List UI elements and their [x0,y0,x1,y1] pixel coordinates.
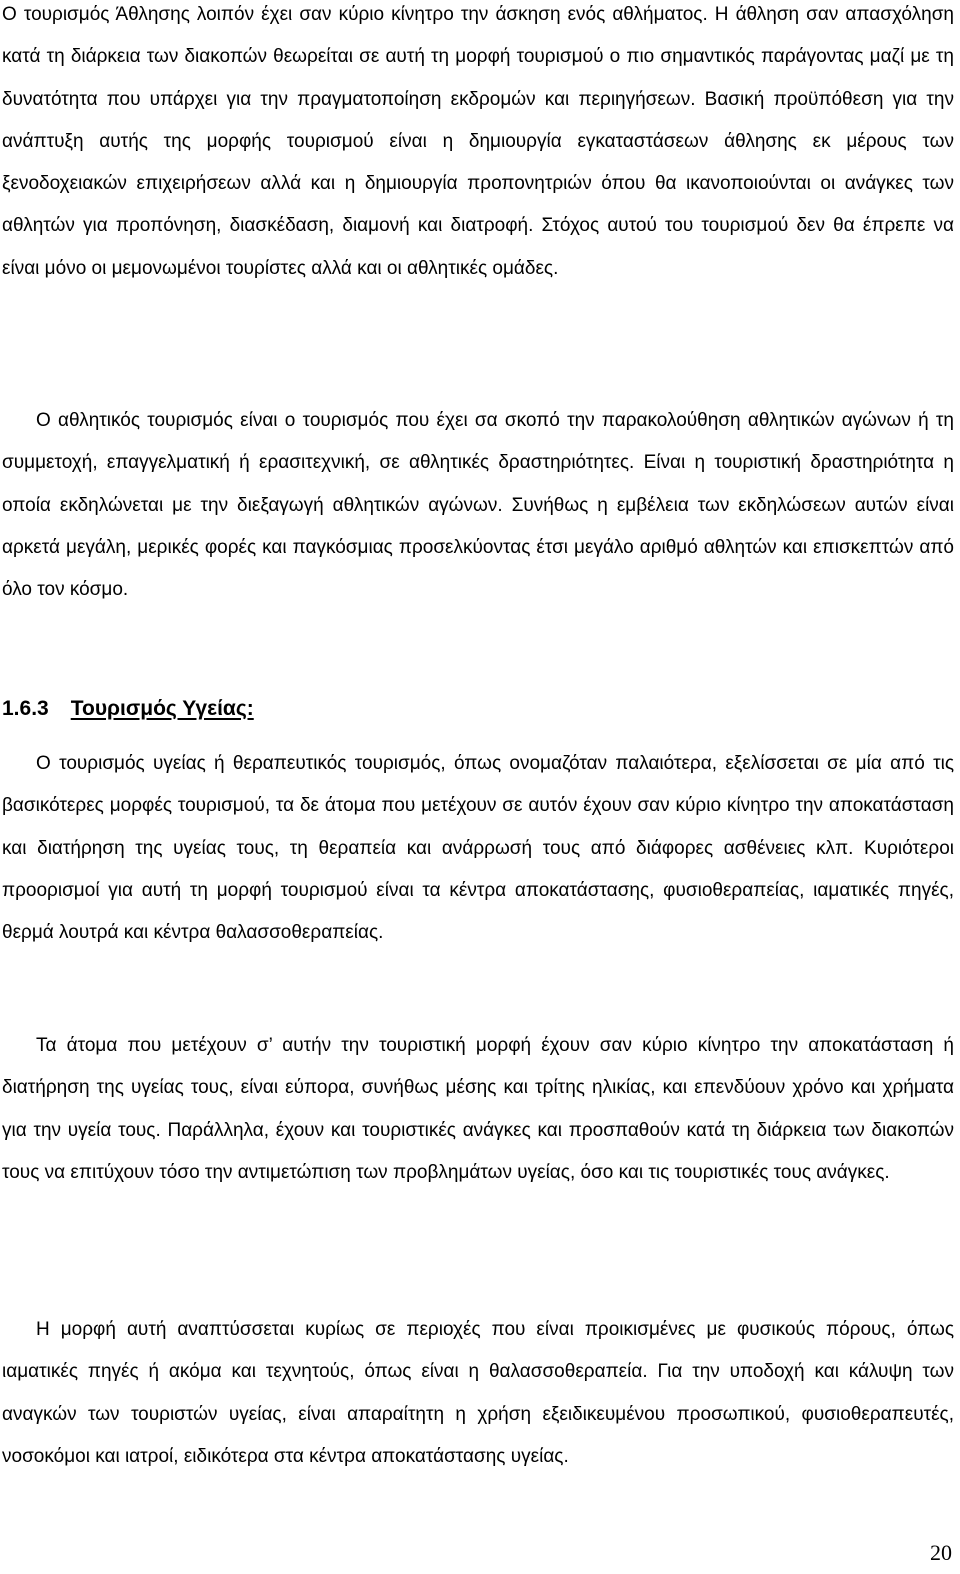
page-number: 20 [930,1540,952,1565]
paragraph-athletic-tourism: Ο αθλητικός τουρισμός είναι ο τουρισμός που έχει σα σκοπό την παρακολούθηση αθλητικών αγώνων ή τη συμμετοχή, επαγγελματική ή ερασιτεχνική, σε αθλητικές δραστηριότητες. Είναι η τουριστική δραστηριότητα η οποία εκδηλώνεται με την διεξαγωγή αθλητικών αγώνων. Συνήθως η εμβέλεια των εκδηλώσεων αυτών είναι αρκετά μεγάλη, μερικές φορές και παγκόσμιας προσελκύοντας έτσι μεγάλο αριθμό αθλητών και επισκεπτών από όλο τον κόσμο. [2,410,954,601]
section-heading [2,688,254,730]
section-title: Τουρισμός Υγείας: [70,697,254,720]
section-number: 1.6.3 [2,697,49,720]
paragraph-health-tourism-participants: Τα άτομα που μετέχουν σ’ αυτήν την τουριστική μορφή έχουν σαν κύριο κίνητρο την αποκατάσταση ή διατήρηση της υγείας τους, είναι εύπορα, συνήθως μέσης και τρίτης ηλικίας, και επενδύουν χρόνο και χρήματα για την υγεία τους. Παράλληλα, έχουν και τουριστικές ανάγκες και προσπαθούν κατά τη διάρκεια των διακοπών τους να επιτύχουν τόσο την αντιμετώπιση των προβλημάτων υγείας, όσο και τις τουριστικές τους ανάγκες. [2,1035,954,1183]
paragraph-health-tourism-development: Η μορφή αυτή αναπτύσσεται κυρίως σε περιοχές που είναι προικισμένες με φυσικούς πόρους, όπως ιαματικές πηγές ή ακόμα και τεχνητούς, όπως είναι η θαλασσοθεραπεία. Για την υποδοχή και κάλυψη των αναγκών των τουριστών υγείας, είναι απαραίτητη η χρήση εξειδικευμένου προσωπικού, φυσιοθεραπευτές, νοσοκόμοι και ιατροί, ειδικότερα στα κέντρα αποκατάστασης υγείας. [2,1319,954,1467]
paragraph-health-tourism-definition: Ο τουρισμός υγείας ή θεραπευτικός τουρισμός, όπως ονομαζόταν παλαιότερα, εξελίσσεται σε μία από τις βασικότερες μορφές τουρισμού, τα δε άτομα που μετέχουν σε αυτόν έχουν σαν κύριο κίνητρο την αποκατάσταση και διατήρηση της υγείας τους, τη θεραπεία και ανάρρωσή τους από διάφορες ασθένειες κλπ. Κυριότεροι προορισμοί για αυτή τη μορφή τουρισμού είναι τα κέντρα αποκατάστασης, φυσιοθεραπείας, ιαματικές πηγές, θερμά λουτρά και κέντρα θαλασσοθεραπείας. [2,753,954,944]
paragraph-sports-tourism-intro: Ο τουρισμός Άθλησης λοιπόν έχει σαν κύριο κίνητρο την άσκηση ενός αθλήματος. Η άθληση σαν απασχόληση κατά τη διάρκεια των διακοπών θεωρείται σε αυτή τη μορφή τουρισμού ο πιο σημαντικός παράγοντας μαζί με τη δυνατότητα που υπάρχει για την πραγματοποίηση εκδρομών και περιηγήσεων. Βασική προϋπόθεση για την ανάπτυξη αυτής της μορφής τουρισμού είναι η δημιουργία εγκαταστάσεων άθλησης εκ μέρους των ξενοδοχειακών επιχειρήσεων αλλά και η δημιουργία προπονητριών όπου θα ικανοποιούνται οι ανάγκες των αθλητών για προπόνηση, διασκέδαση, διαμονή και διατροφή. Στόχος αυτού του τουρισμού δεν θα έπρεπε να είναι μόνο οι μεμονωμένοι τουρίστες αλλά και οι αθλητικές ομάδες. [2,4,954,279]
